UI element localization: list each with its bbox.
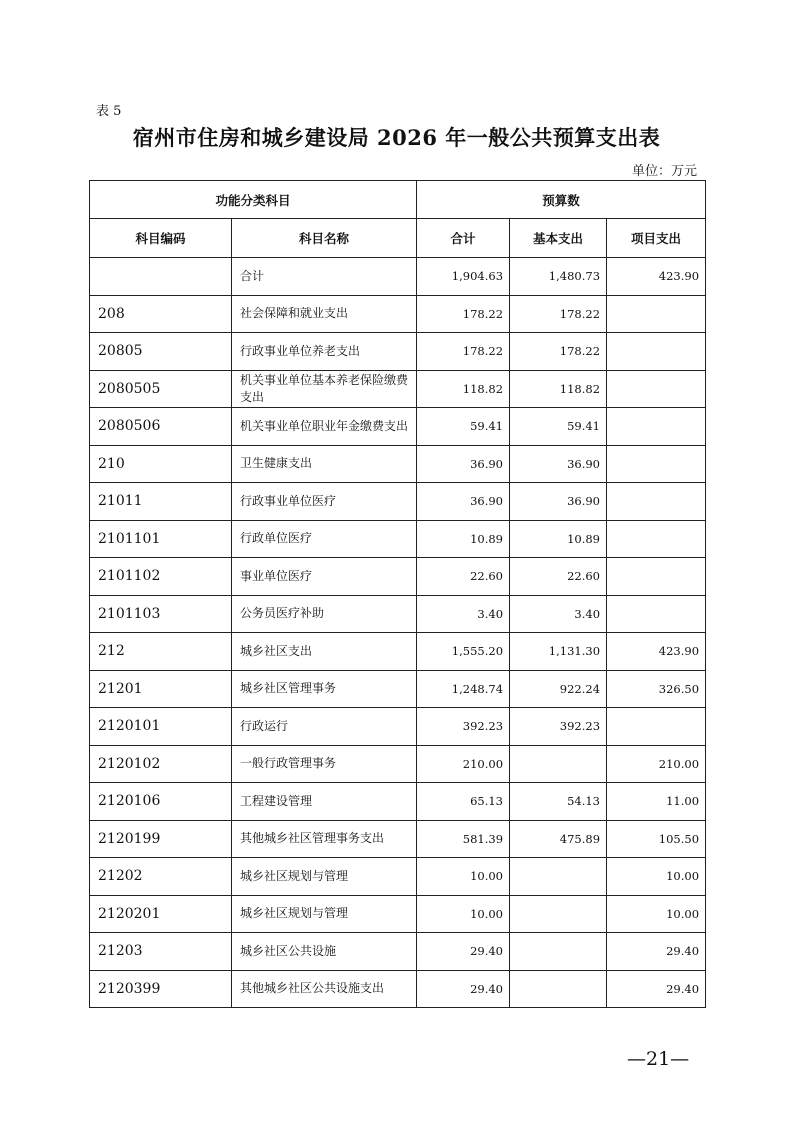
cell-project [607,595,706,633]
cell-basic: 22.60 [510,558,607,596]
cell-total: 3.40 [417,595,510,633]
cell-project [607,520,706,558]
cell-code [90,258,232,296]
cell-code: 21202 [90,858,232,896]
cell-name: 行政单位医疗 [232,520,417,558]
cell-basic [510,895,607,933]
table-row [90,333,706,371]
cell-project [607,408,706,446]
table-row [90,895,706,933]
cell-name: 工程建设管理 [232,783,417,821]
cell-code: 2101101 [90,520,232,558]
cell-name: 城乡社区支出 [232,633,417,671]
cell-basic: 10.89 [510,520,607,558]
cell-basic: 1,480.73 [510,258,607,296]
cell-project [607,333,706,371]
cell-code: 2120199 [90,820,232,858]
cell-basic: 54.13 [510,783,607,821]
budget-table [89,180,706,1008]
cell-basic [510,970,607,1008]
cell-total: 36.90 [417,483,510,521]
cell-project [607,370,706,408]
cell-total: 29.40 [417,970,510,1008]
cell-total: 22.60 [417,558,510,596]
cell-basic [510,933,607,971]
cell-project: 29.40 [607,933,706,971]
cell-name: 合计 [232,258,417,296]
header-total: 合计 [417,219,510,258]
cell-project: 10.00 [607,858,706,896]
cell-basic: 36.90 [510,483,607,521]
cell-project: 326.50 [607,670,706,708]
cell-name: 行政事业单位医疗 [232,483,417,521]
cell-code: 2101102 [90,558,232,596]
table-row [90,520,706,558]
cell-code: 2120102 [90,745,232,783]
table-row [90,633,706,671]
cell-name: 卫生健康支出 [232,445,417,483]
table-row [90,933,706,971]
table-row [90,370,706,408]
cell-project: 29.40 [607,970,706,1008]
page-number: —21— [627,1048,690,1070]
header-basic: 基本支出 [510,219,607,258]
table-row [90,745,706,783]
cell-code: 212 [90,633,232,671]
cell-total: 392.23 [417,708,510,746]
cell-project: 210.00 [607,745,706,783]
cell-basic: 59.41 [510,408,607,446]
cell-total: 1,904.63 [417,258,510,296]
cell-project [607,558,706,596]
cell-project [607,483,706,521]
cell-total: 581.39 [417,820,510,858]
table-row [90,483,706,521]
group-header-row [90,181,706,219]
header-project: 项目支出 [607,219,706,258]
cell-total: 10.00 [417,895,510,933]
cell-total: 1,248.74 [417,670,510,708]
cell-project: 423.90 [607,633,706,671]
table-row [90,558,706,596]
cell-project: 11.00 [607,783,706,821]
table-row [90,783,706,821]
cell-name: 城乡社区规划与管理 [232,895,417,933]
cell-code: 2120101 [90,708,232,746]
cell-name: 公务员医疗补助 [232,595,417,633]
cell-name: 行政事业单位养老支出 [232,333,417,371]
cell-total: 36.90 [417,445,510,483]
cell-basic: 178.22 [510,333,607,371]
cell-code: 20805 [90,333,232,371]
table-label: 表 5 [96,104,122,119]
cell-name: 行政运行 [232,708,417,746]
cell-code: 2080505 [90,370,232,408]
cell-total: 1,555.20 [417,633,510,671]
cell-code: 21201 [90,670,232,708]
table-row [90,970,706,1008]
cell-basic: 475.89 [510,820,607,858]
cell-name: 一般行政管理事务 [232,745,417,783]
cell-code: 2080506 [90,408,232,446]
cell-name: 城乡社区公共设施 [232,933,417,971]
cell-basic: 392.23 [510,708,607,746]
cell-total: 210.00 [417,745,510,783]
cell-code: 21011 [90,483,232,521]
cell-total: 10.89 [417,520,510,558]
table-row [90,445,706,483]
page-title: 宿州市住房和城乡建设局 2026 年一般公共预算支出表 [132,125,661,150]
header-code: 科目编码 [90,219,232,258]
cell-basic: 36.90 [510,445,607,483]
cell-total: 29.40 [417,933,510,971]
table-row [90,858,706,896]
cell-name: 其他城乡社区公共设施支出 [232,970,417,1008]
cell-name: 机关事业单位职业年金缴费支出 [232,408,417,446]
cell-project: 423.90 [607,258,706,296]
table-row [90,258,706,296]
cell-name: 城乡社区规划与管理 [232,858,417,896]
cell-total: 65.13 [417,783,510,821]
cell-basic: 118.82 [510,370,607,408]
cell-basic: 922.24 [510,670,607,708]
cell-project: 105.50 [607,820,706,858]
table-row [90,295,706,333]
cell-basic: 1,131.30 [510,633,607,671]
cell-code: 2120399 [90,970,232,1008]
cell-project [607,445,706,483]
cell-basic [510,745,607,783]
cell-code: 208 [90,295,232,333]
column-header-row [90,219,706,258]
cell-name: 社会保障和就业支出 [232,295,417,333]
cell-total: 178.22 [417,333,510,371]
table-row [90,820,706,858]
cell-total: 118.82 [417,370,510,408]
cell-project [607,708,706,746]
cell-basic: 3.40 [510,595,607,633]
cell-code: 21203 [90,933,232,971]
cell-project [607,295,706,333]
cell-code: 2120106 [90,783,232,821]
cell-name: 事业单位医疗 [232,558,417,596]
table-row [90,408,706,446]
cell-code: 2120201 [90,895,232,933]
header-name: 科目名称 [232,219,417,258]
cell-name: 其他城乡社区管理事务支出 [232,820,417,858]
cell-total: 178.22 [417,295,510,333]
table-row [90,595,706,633]
table-row [90,708,706,746]
cell-project: 10.00 [607,895,706,933]
cell-total: 59.41 [417,408,510,446]
cell-code: 2101103 [90,595,232,633]
cell-basic: 178.22 [510,295,607,333]
header-budget-amount: 预算数 [417,181,706,219]
cell-basic [510,858,607,896]
cell-total: 10.00 [417,858,510,896]
unit-label: 单位：万元 [631,164,697,179]
cell-name: 机关事业单位基本养老保险缴费支出 [232,370,417,408]
header-function-category: 功能分类科目 [90,181,417,219]
cell-name: 城乡社区管理事务 [232,670,417,708]
table-body [90,258,706,1008]
cell-code: 210 [90,445,232,483]
table-row [90,670,706,708]
